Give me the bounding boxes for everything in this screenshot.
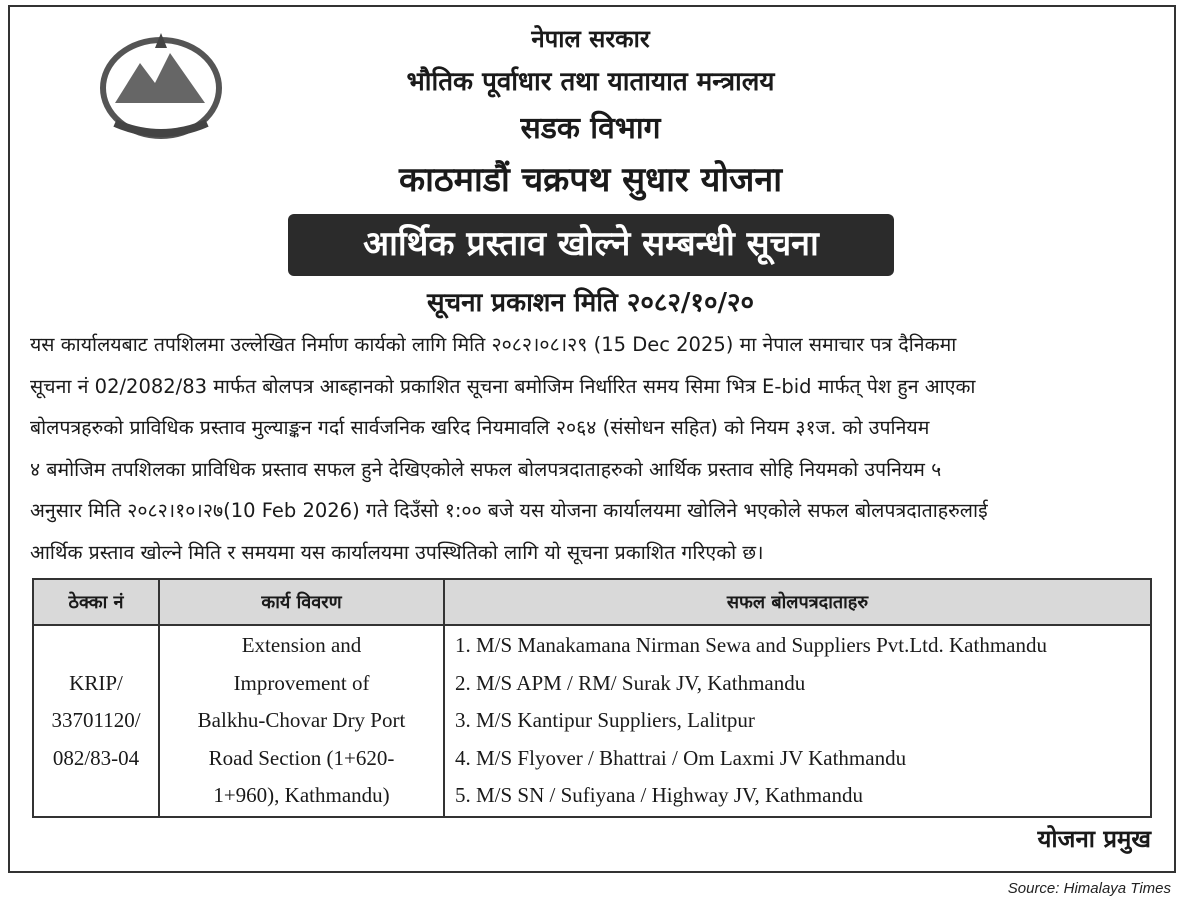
publish-date: सूचना प्रकाशन मिति २०८२/१०/२०	[427, 288, 754, 318]
description-line: Improvement of	[233, 670, 370, 695]
description-line: 1+960), Kathmandu)	[213, 783, 390, 807]
bidder-item: 3. M/S Kantipur Suppliers, Lalitpur	[455, 708, 755, 732]
table-header-row	[33, 579, 1151, 625]
description-line: Road Section (1+620-	[208, 745, 395, 770]
table-row	[33, 625, 1151, 817]
notice-title: आर्थिक प्रस्ताव खोल्ने सम्बन्धी सूचना	[288, 214, 894, 276]
contract-no-line: 082/83-04	[52, 745, 140, 770]
bidder-item: 1. M/S Manakamana Nirman Sewa and Suppliers Pvt.Ltd. Kathmandu	[455, 633, 1047, 657]
contract-no-line: 33701120/	[51, 708, 141, 732]
department-name: सडक विभाग	[520, 111, 661, 146]
project-name: काठमाडौं चक्रपथ सुधार योजना	[398, 160, 783, 200]
contract-no-cell	[33, 625, 159, 817]
description-line: Balkhu-Chovar Dry Port	[197, 708, 406, 732]
ministry-name: भौतिक पूर्वाधार तथा यातायात मन्त्रालय	[406, 67, 775, 97]
source-credit: Source: Himalaya Times	[1007, 880, 1171, 897]
contract-no-line: KRIP/	[69, 670, 123, 695]
header-description: कार्य विवरण	[159, 579, 444, 625]
bidder-item: 5. M/S SN / Sufiyana / Highway JV, Kathmandu	[455, 783, 863, 807]
description-line: Extension and	[241, 633, 362, 657]
body-line: आर्थिक प्रस्ताव खोल्ने मिति र समयमा यस कार्यालयमा उपस्थितिको लागि यो सूचना प्रकाशित गरिएको छ।	[30, 540, 764, 564]
body-line: अनुसार मिति २०८२।१०।२७(10 Feb 2026) गते दिउँसो १:०० बजे यस योजना कार्यालयमा खोलिने भएकोले सफल बोलपत्रदाताहरुलाई	[30, 499, 988, 522]
bidders-cell	[444, 625, 1151, 817]
header-contract-no: ठेक्का नं	[33, 579, 159, 625]
notice-body	[30, 324, 1152, 573]
description-cell	[159, 625, 444, 817]
body-line: ४ बमोजिम तपशिलका प्राविधिक प्रस्ताव सफल हुने देखिएकोले सफल बोलपत्रदाताहरुको आर्थिक प्रस्ताव सोहि नियमको उपनियम ५	[30, 457, 942, 481]
government-name: नेपाल सरकार	[531, 25, 650, 53]
header-bidders: सफल बोलपत्रदाताहरु	[444, 579, 1151, 625]
bidders-table	[32, 578, 1152, 818]
bidder-item: 4. M/S Flyover / Bhattrai / Om Laxmi JV Kathmandu	[455, 745, 907, 770]
signature-title: योजना प्रमुख	[1037, 825, 1151, 853]
body-line: यस कार्यालयबाट तपशिलमा उल्लेखित निर्माण कार्यको लागि मिति २०८२।०८।२९ (15 Dec 2025) मा नेपाल समाचार पत्र दैनिकमा	[30, 333, 957, 356]
body-line: सूचना नं 02/2082/83 मार्फत बोलपत्र आब्हानको प्रकाशित सूचना बमोजिम निर्धारित समय सिमा भित्र E-bid मार्फत् पेश हुन आएका	[30, 374, 976, 398]
body-line: बोलपत्रहरुको प्राविधिक प्रस्ताव मुल्याङ्कन गर्दा सार्वजनिक खरिद नियमावलि २०६४ (संसोधन सहित) को नियम ३१ज. को उपनियम	[30, 416, 930, 439]
bidder-item: 2. M/S APM / RM/ Surak JV, Kathmandu	[455, 670, 806, 695]
